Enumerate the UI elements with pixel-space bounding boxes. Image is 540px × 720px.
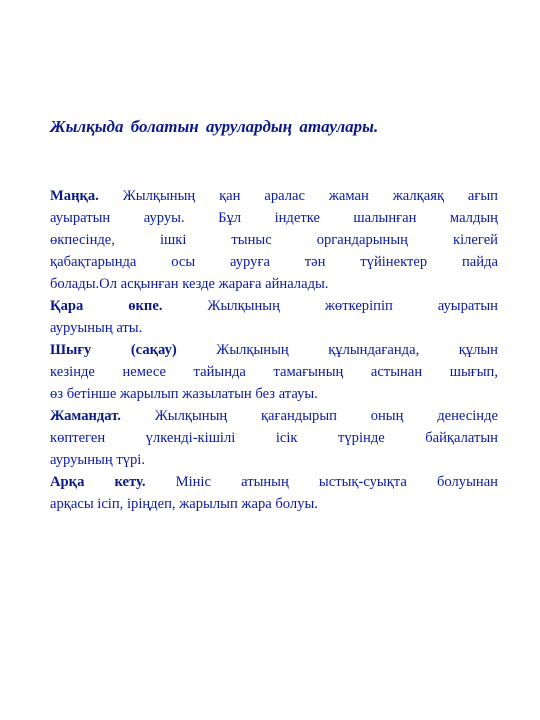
text-line: өз бетінше жарылып жазылатын без атауы.	[50, 386, 318, 402]
entry-term: Қара өкпе.	[50, 298, 163, 314]
text-line: көптеген үлкенді-кішілі ісік түрінде байқалатын	[50, 430, 498, 446]
entry-text: Жылқының құлындағанда, құлын	[176, 342, 498, 358]
document-title: Жылқыда болатын аурулардың атаулары.	[50, 117, 379, 136]
text-line: арқасы ісіп, іріңдеп, жарылып жара болуы.	[50, 496, 318, 512]
text-line	[50, 471, 498, 493]
entry-text: Жылқының жөткеріпіп ауыратын	[162, 298, 498, 314]
text-line: болады.Ол асқынған кезде жараға айналады.	[50, 276, 329, 292]
entry-term: Арқа кету.	[50, 474, 146, 490]
text-line: ауруының аты.	[50, 320, 143, 336]
text-line	[50, 295, 498, 317]
entry-term: Шығу (сақау)	[50, 342, 177, 358]
text-line: өкпесінде, ішкі тыныс органдарының кілегей	[50, 232, 498, 248]
text-line: кезінде немесе тайында тамағының астынан шығып,	[50, 364, 498, 380]
entry-text: Жылқының қағандырып оның денесінде	[120, 408, 498, 424]
text-line: ауруының түрі.	[50, 452, 145, 468]
entry-text: Жылқының қан аралас жаман жалқаяқ ағып	[98, 188, 498, 204]
document-body	[50, 185, 498, 515]
text-line	[50, 339, 498, 361]
text-line	[50, 185, 498, 207]
text-line: қабақтарында осы ауруға тән түйінектер пайда	[50, 254, 498, 270]
text-line	[50, 405, 498, 427]
entry-term: Жамандат.	[50, 408, 121, 424]
text-line: ауыратын ауруы. Бұл індетке шалынған малдың	[50, 210, 498, 226]
entry-term: Маңқа.	[50, 188, 99, 204]
entry-text: Мініс атының ыстық-суықта болуынан	[145, 474, 498, 490]
